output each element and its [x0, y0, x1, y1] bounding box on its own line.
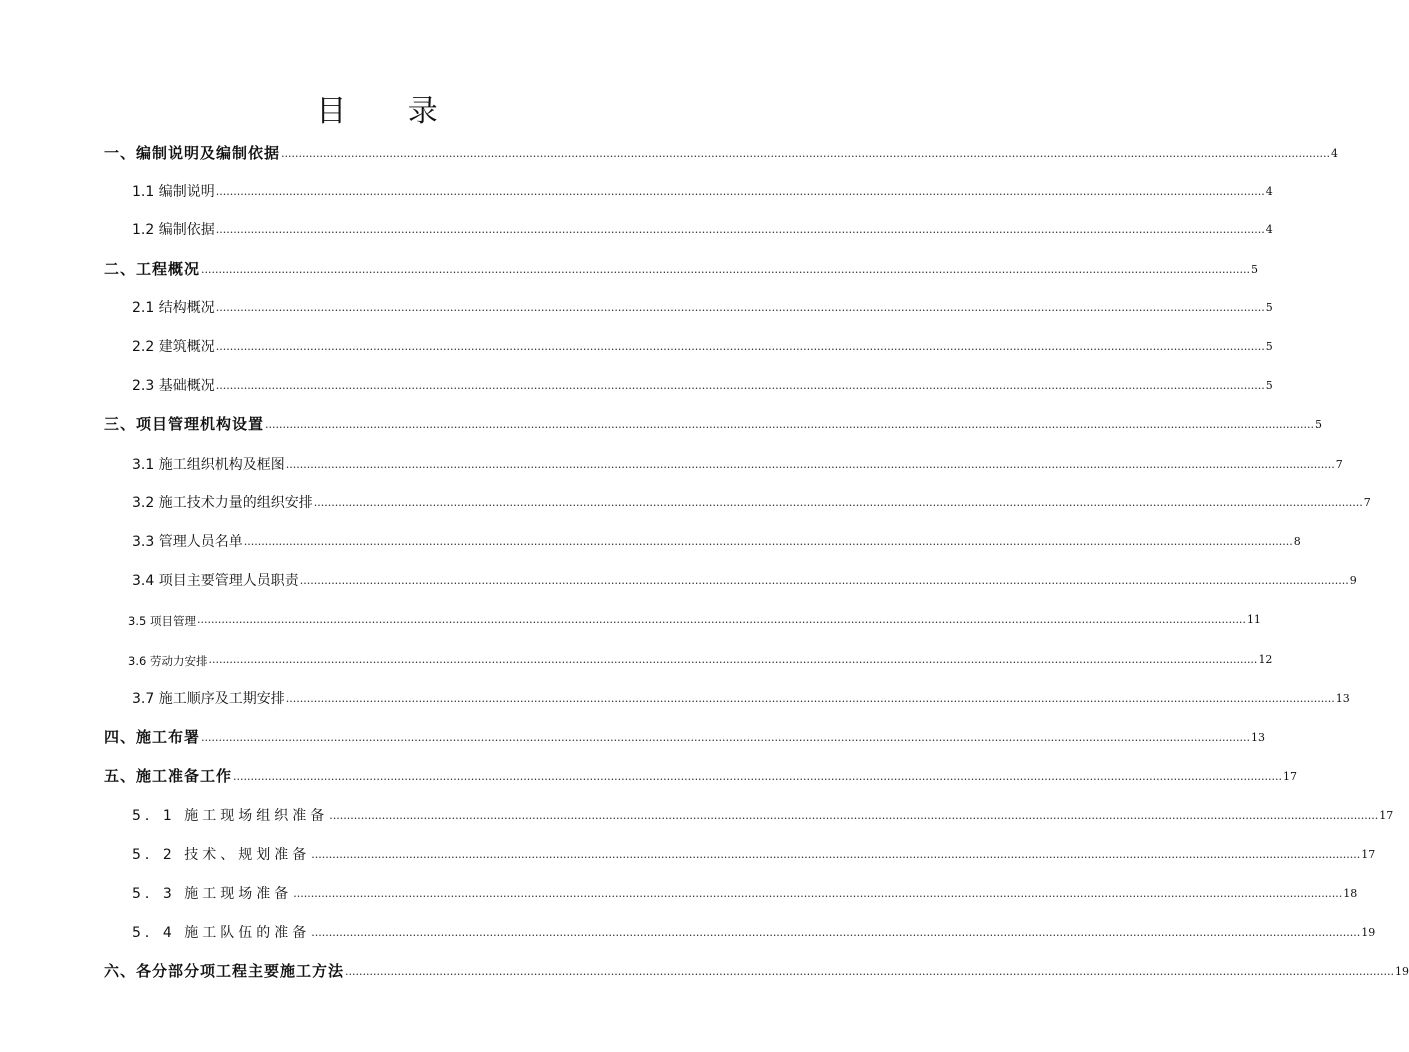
toc-entry-label: 3.1 施工组织机构及框图 [132, 457, 285, 473]
toc-leader-dots: ............................................................................................................................................................................................................................................................................................................ [281, 147, 1330, 160]
toc-entry-label: 5．3 施工现场准备 [132, 886, 293, 902]
toc-entry[interactable] [132, 215, 1273, 239]
toc-entry[interactable] [104, 410, 1322, 434]
toc-leader-dots: ............................................................................................................................................................................................................................................................................................................ [285, 692, 1335, 705]
toc-entry[interactable] [132, 177, 1273, 201]
toc-entry-label: 二、工程概况 [104, 260, 201, 278]
toc-entry[interactable] [132, 527, 1301, 551]
toc-entry[interactable] [132, 879, 1358, 903]
toc-entry[interactable] [132, 450, 1343, 474]
toc-entry-page: 17 [1361, 848, 1376, 861]
toc-entry[interactable] [104, 723, 1265, 747]
toc-leader-dots: ............................................................................................................................................................................................................................................................................................................ [215, 379, 1265, 392]
toc-entry-label: 三、项目管理机构设置 [104, 415, 265, 433]
toc-entry-label: 2.1 结构概况 [132, 300, 215, 316]
toc-entry-label: 5．4 施工队伍的准备 [132, 925, 311, 941]
toc-leader-dots: ............................................................................................................................................................................................................................................................................................................ [233, 770, 1282, 783]
toc-entry[interactable] [132, 918, 1376, 942]
toc-entry-label: 3.6 劳动力安排 [128, 654, 208, 668]
toc-entry-label: 1.2 编制依据 [132, 222, 215, 238]
toc-entry[interactable] [104, 762, 1297, 786]
toc-entry-page: 7 [1335, 458, 1343, 471]
toc-entry[interactable] [104, 957, 1409, 981]
toc-leader-dots: ............................................................................................................................................................................................................................................................................................................ [285, 458, 1335, 471]
toc-entry[interactable] [132, 371, 1273, 395]
toc-entry-label: 2.2 建筑概况 [132, 339, 215, 355]
toc-leader-dots: ............................................................................................................................................................................................................................................................................................................ [208, 653, 1258, 666]
toc-leader-dots: ............................................................................................................................................................................................................................................................................................................ [311, 848, 1361, 861]
toc-entry-page: 8 [1293, 535, 1301, 548]
toc-entry-label: 六、各分部分项工程主要施工方法 [104, 962, 345, 980]
toc-entry-page: 4 [1331, 147, 1338, 160]
toc-leader-dots: ............................................................................................................................................................................................................................................................................................................ [196, 613, 1246, 626]
toc-leader-dots: ............................................................................................................................................................................................................................................................................................................ [243, 535, 1293, 548]
toc-entry-page: 5 [1315, 418, 1322, 431]
toc-entry-label: 3.2 施工技术力量的组织安排 [132, 495, 313, 511]
toc-entry-label: 四、施工布署 [104, 728, 201, 746]
toc-entry[interactable] [132, 293, 1273, 317]
toc-entry-page: 12 [1258, 653, 1273, 666]
toc-leader-dots: ............................................................................................................................................................................................................................................................................................................ [345, 965, 1394, 978]
toc-entry-page: 18 [1343, 887, 1358, 900]
toc-entry[interactable] [132, 840, 1376, 864]
toc-entry-page: 13 [1335, 692, 1350, 705]
toc-leader-dots: ............................................................................................................................................................................................................................................................................................................ [201, 731, 1250, 744]
toc-entry-page: 5 [1265, 301, 1273, 314]
toc-entry-label: 五、施工准备工作 [104, 767, 233, 785]
toc-entry-label: 3.7 施工顺序及工期安排 [132, 691, 285, 707]
toc-entry-page: 4 [1265, 185, 1273, 198]
toc-leader-dots: ............................................................................................................................................................................................................................................................................................................ [329, 809, 1379, 822]
toc-entry[interactable] [104, 139, 1338, 163]
toc-leader-dots: ............................................................................................................................................................................................................................................................................................................ [215, 185, 1265, 198]
toc-entry[interactable] [128, 605, 1261, 629]
page-title: 目 录 [316, 94, 464, 129]
toc-entry-label: 3.5 项目管理 [128, 614, 196, 628]
toc-leader-dots: ............................................................................................................................................................................................................................................................................................................ [299, 574, 1349, 587]
toc-entry-page: 19 [1395, 965, 1409, 978]
toc-leader-dots: ............................................................................................................................................................................................................................................................................................................ [215, 223, 1265, 236]
toc-entry-page: 13 [1251, 731, 1265, 744]
toc-entry[interactable] [132, 566, 1357, 590]
toc-entry[interactable] [132, 801, 1394, 825]
toc-entry-label: 3.3 管理人员名单 [132, 534, 243, 550]
toc-entry[interactable] [128, 645, 1273, 669]
toc-leader-dots: ............................................................................................................................................................................................................................................................................................................ [215, 340, 1265, 353]
toc-entry[interactable] [104, 255, 1258, 279]
toc-entry[interactable] [132, 488, 1371, 512]
toc-entry-label: 5．1 施工现场组织准备 [132, 808, 329, 824]
toc-entry-label: 一、编制说明及编制依据 [104, 144, 281, 162]
toc-entry-page: 5 [1265, 340, 1273, 353]
toc-entry-page: 19 [1361, 926, 1376, 939]
toc-leader-dots: ............................................................................................................................................................................................................................................................................................................ [265, 418, 1314, 431]
toc-entry-page: 11 [1246, 613, 1261, 626]
toc-entry-page: 9 [1349, 574, 1357, 587]
toc-entry-page: 7 [1363, 496, 1371, 509]
toc-entry-label: 3.4 项目主要管理人员职责 [132, 573, 299, 589]
toc-entry[interactable] [132, 684, 1350, 708]
toc-leader-dots: ............................................................................................................................................................................................................................................................................................................ [311, 926, 1361, 939]
toc-entry-page: 17 [1379, 809, 1394, 822]
toc-leader-dots: ............................................................................................................................................................................................................................................................................................................ [201, 263, 1250, 276]
toc-leader-dots: ............................................................................................................................................................................................................................................................................................................ [293, 887, 1343, 900]
toc-leader-dots: ............................................................................................................................................................................................................................................................................................................ [313, 496, 1363, 509]
toc-entry[interactable] [132, 332, 1273, 356]
toc-leader-dots: ............................................................................................................................................................................................................................................................................................................ [215, 301, 1265, 314]
toc-entry-page: 5 [1251, 263, 1258, 276]
toc-entry-label: 2.3 基础概况 [132, 378, 215, 394]
toc-entry-page: 4 [1265, 223, 1273, 236]
toc-entry-label: 5．2 技术、规划准备 [132, 847, 311, 863]
toc-entry-label: 1.1 编制说明 [132, 184, 215, 200]
toc-entry-page: 17 [1283, 770, 1297, 783]
toc-entry-page: 5 [1265, 379, 1273, 392]
